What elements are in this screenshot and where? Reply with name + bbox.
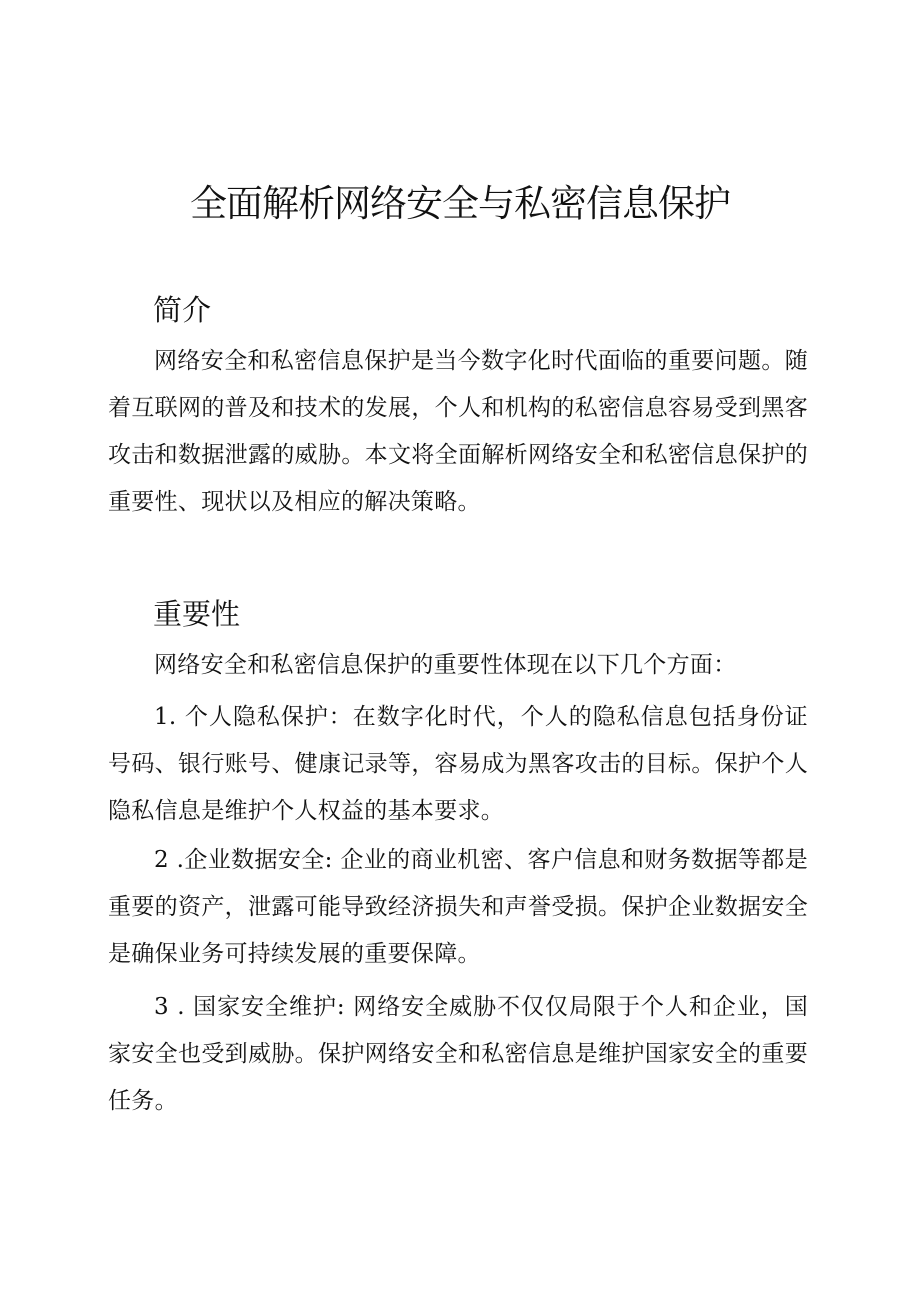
list-item-national-security: 3 . 国家安全维护: 网络安全威胁不仅仅局限于个人和企业，国家安全也受到威胁。保护网络安全和私密信息是维护国家安全的重要任务。	[108, 994, 808, 1114]
intro-paragraph: 网络安全和私密信息保护是当今数字化时代面临的重要问题。随着互联网的普及和技术的发展，个人和机构的私密信息容易受到黑客攻击和数据泄露的威胁。本文将全面解析网络安全和私密信息保护的重要性、现状以及相应的解决策略。	[108, 348, 808, 515]
list-item-enterprise-data: 2 .企业数据安全: 企业的商业机密、客户信息和财务数据等都是重要的资产，泄露可能导致经济损失和声誉受损。保护企业数据安全是确保业务可持续发展的重要保障。	[108, 847, 808, 967]
list-item-personal-privacy: 1. 个人隐私保护：在数字化时代，个人的隐私信息包括身份证号码、银行账号、健康记录等，容易成为黑客攻击的目标。保护个人隐私信息是维护个人权益的基本要求。	[108, 704, 808, 824]
section-heading-importance: 重要性	[153, 597, 241, 631]
section-heading-intro: 简介	[153, 293, 212, 327]
importance-lead-paragraph: 网络安全和私密信息保护的重要性体现在以下几个方面：	[154, 652, 737, 678]
document-title: 全面解析网络安全与私密信息保护	[190, 182, 730, 225]
